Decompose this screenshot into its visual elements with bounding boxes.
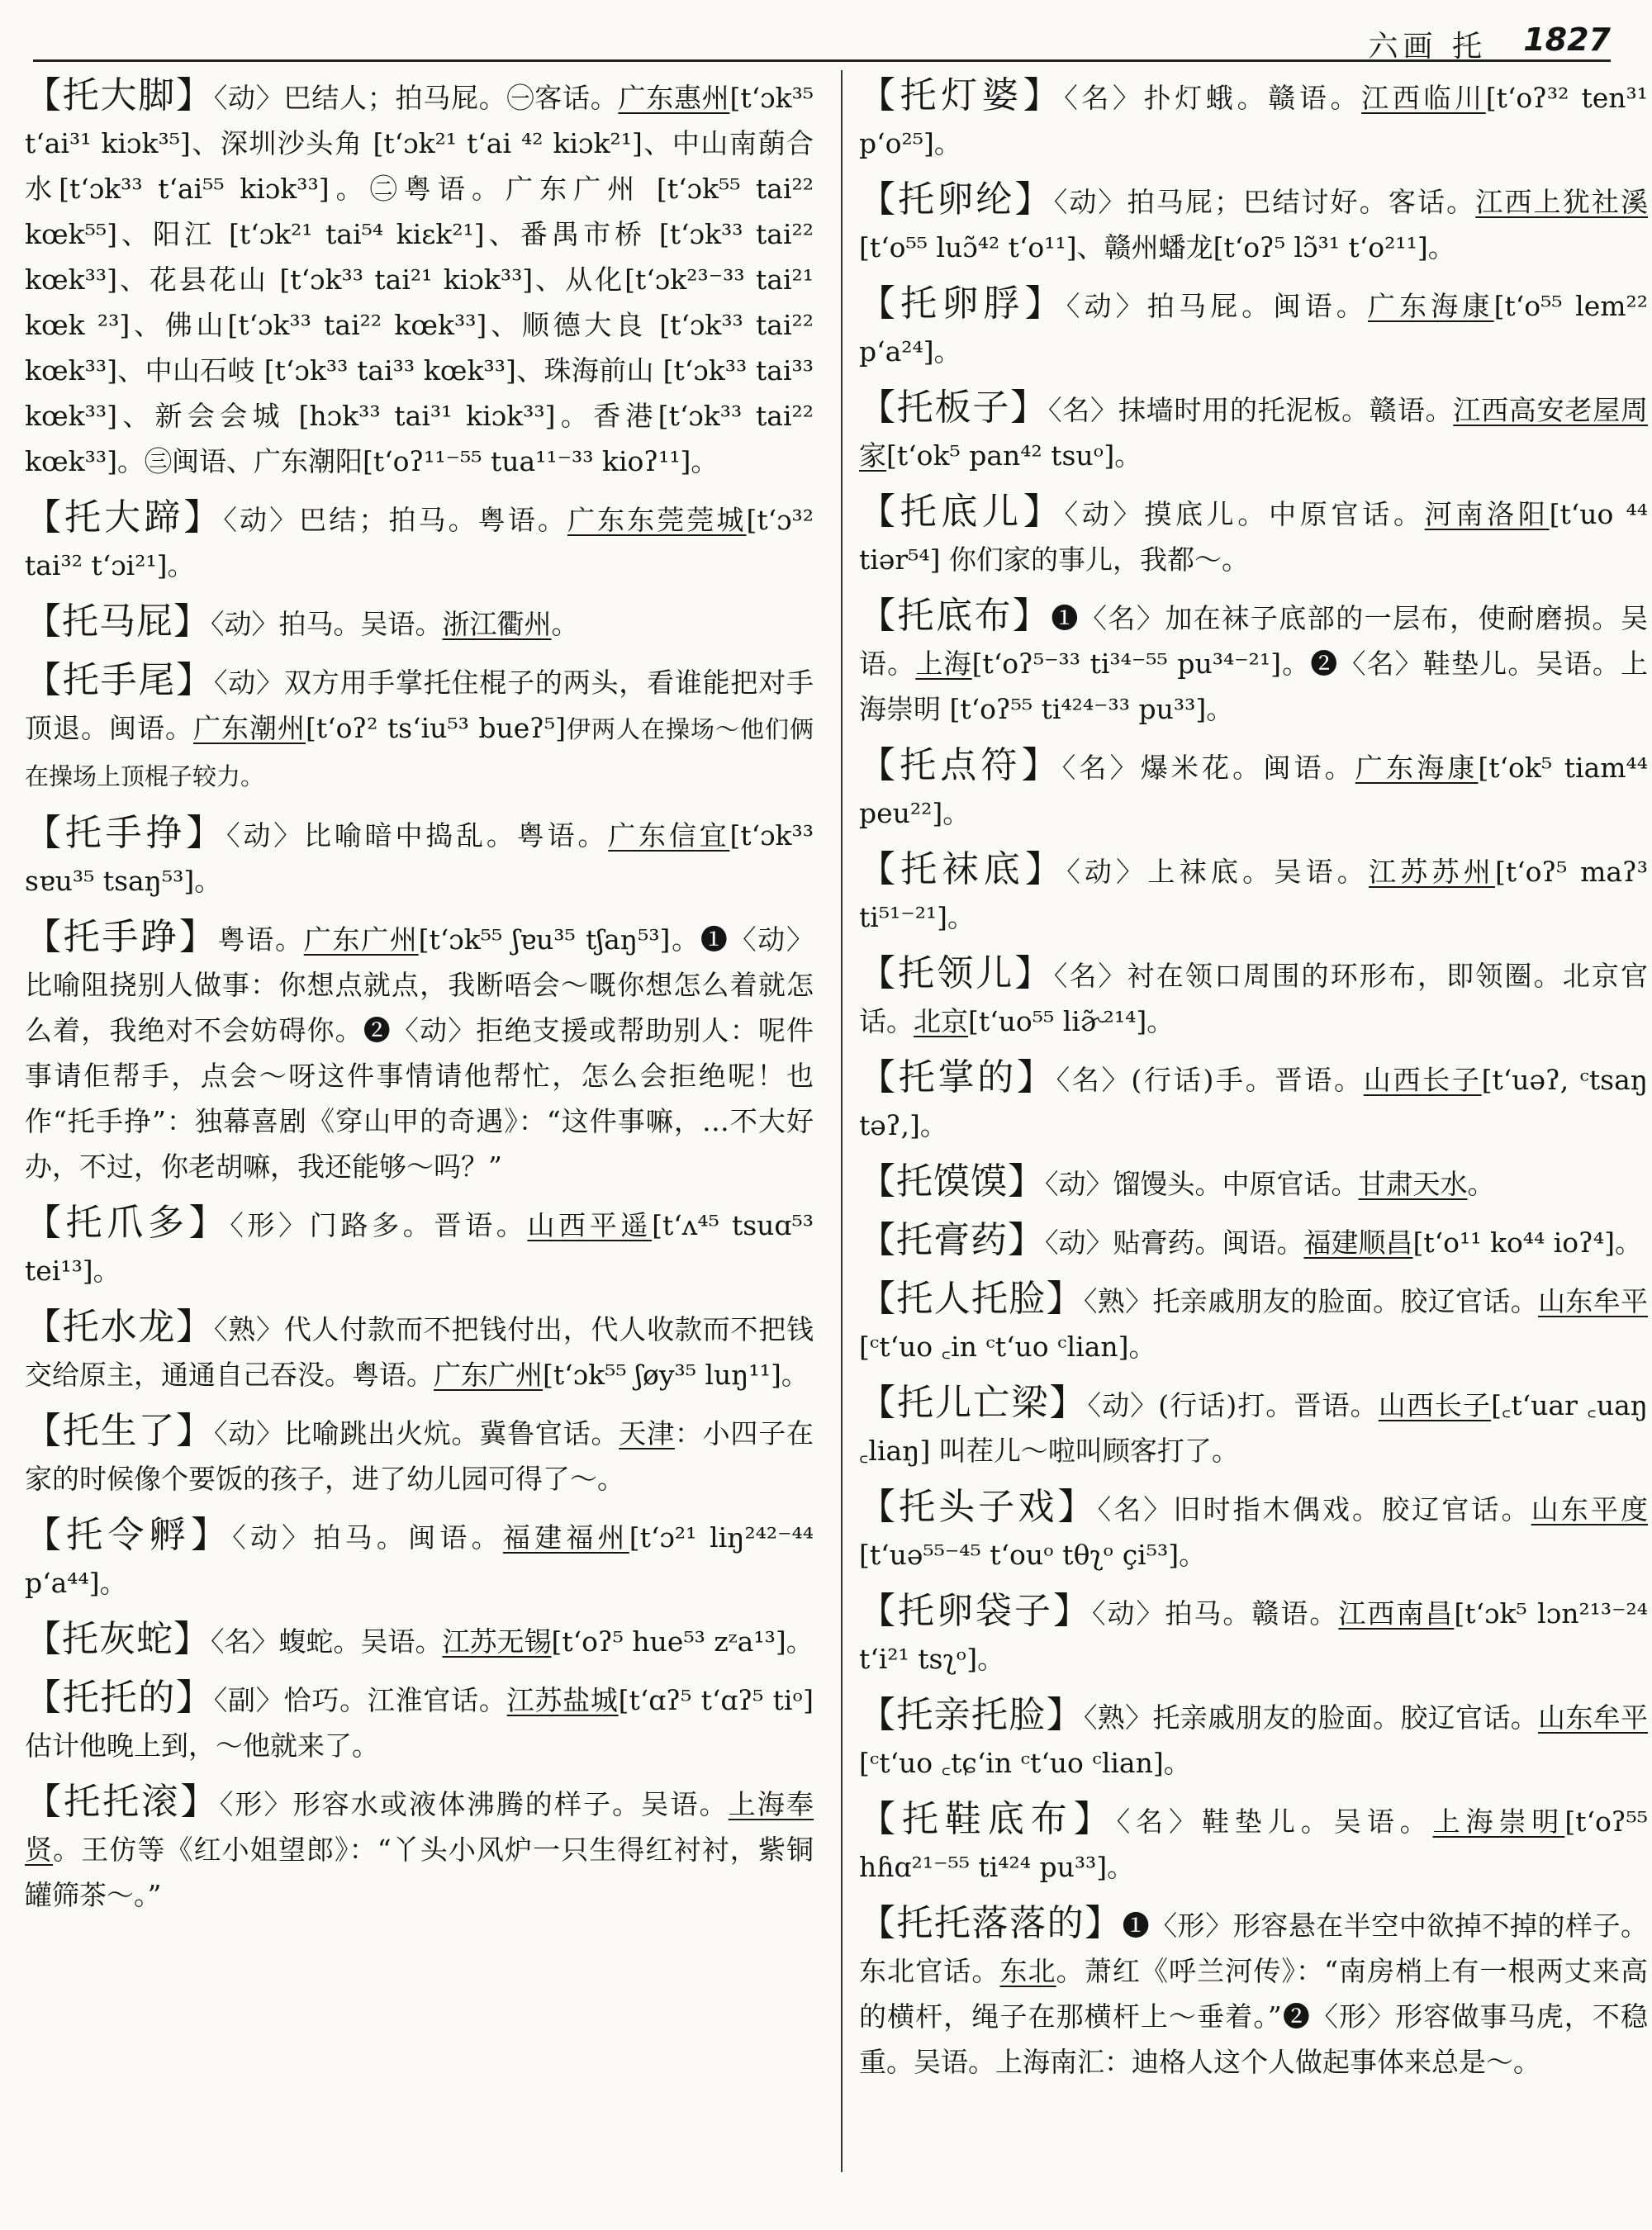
entry-headword: 【托灯婆】 — [859, 74, 1065, 116]
entry-location: 江苏苏州 — [1369, 856, 1495, 888]
entry-location: 山东牟平 — [1538, 1285, 1649, 1317]
entry-location: 北京 — [914, 1005, 968, 1037]
dictionary-entry — [859, 1055, 1648, 1148]
entry-location: 上海奉贤 — [25, 1788, 814, 1866]
entry-pronunciation: [tʻoʔ⁵⁵ hɦɑ²¹⁻⁵⁵ ti⁴²⁴ pu³³]。 — [859, 1805, 1649, 1883]
entry-definition: 〈形〉门路多。晋语。 — [230, 1209, 528, 1241]
entry-location: 天津 — [619, 1417, 675, 1450]
entry-location: 江西上犹社溪 — [1475, 186, 1649, 218]
entry-definition: 〈动〉比喻跳出火炕。冀鲁官话。 — [213, 1417, 620, 1450]
dictionary-entry — [25, 1200, 814, 1293]
entry-location: 河南洛阳 — [1424, 498, 1550, 530]
entry-headword: 【托马屁】 — [25, 600, 211, 643]
entry-definition: 〈熟〉代人付款而不把钱付出，代人收款而不把钱交给原主，通通自己吞没。粤语。 — [25, 1313, 814, 1391]
entry-headword: 【托儿亡梁】 — [859, 1382, 1088, 1424]
entry-headword: 【托袜底】 — [859, 848, 1067, 890]
dictionary-entry — [859, 1484, 1648, 1578]
entry-definition: 〈动〉上袜底。吴语。 — [1066, 856, 1370, 888]
entry-pronunciation: 。王仿等《红小姐望郎》：“丫头小风炉一只生得红衬衬，紫铜罐筛茶～。” — [25, 1834, 814, 1911]
entry-pronunciation: [tʻɔk⁵ lɔn²¹³⁻²⁴ tʻi²¹ tsʅᵒ]。 — [859, 1597, 1649, 1675]
entry-headword: 【托令孵】 — [25, 1514, 233, 1556]
entry-headword: 【托大蹄】 — [25, 496, 224, 539]
entry-pronunciation: [tʻɔk³³ sɐu³⁵ tsaŋ⁵³]。 — [25, 819, 814, 897]
entry-location: 江苏无锡 — [442, 1625, 552, 1658]
entry-definition: 〈动〉拍马屁；巴结讨好。客话。 — [1053, 186, 1476, 218]
entry-pronunciation: [tʻuə⁵⁵⁻⁴⁵ tʻouᵒ tθʅᵒ çi⁵³]。 — [859, 1539, 1207, 1571]
entry-pronunciation: [tʻuo⁵⁵ liɚ̃²¹⁴]。 — [968, 1005, 1175, 1037]
entry-definition: 〈动〉摸底儿。中原官话。 — [1064, 498, 1425, 530]
dictionary-entry — [25, 810, 814, 904]
dictionary-entry — [859, 1276, 1648, 1369]
entry-pronunciation: [tʻoʔ³² ten³¹ pʻo²⁵]。 — [859, 82, 1649, 159]
entry-example: 伊两人在操场～他们俩在操场上顶棍子较力。 — [25, 715, 814, 790]
dictionary-entry — [25, 1408, 814, 1502]
entry-pronunciation: [꜀tʻuar ꜀uaŋ ꜀liaŋ] 叫茬儿～啦叫顾客打了。 — [859, 1389, 1649, 1467]
entry-pronunciation: [tʻɔk⁵⁵ ʃɐu³⁵ tʃaŋ⁵³]。❶〈动〉比喻阻挠别人做事：你想点就点，我断唔会～嘅你想怎么着就怎么着，我绝对不会妨碍你。❷〈动〉拒绝支援或帮助别人：呢件事请佢帮手，点会～呀这件事情请他帮忙，怎么会拒绝呢！也作“托手挣”：独幕喜剧《穿山甲的奇遇》：“这件事嘛，…不大好办，不过，你老胡嘛，我还能够～吗？” — [25, 923, 814, 1183]
dictionary-entry — [859, 281, 1648, 374]
entry-definition: 〈动〉拍马屁。闽语。 — [1066, 290, 1368, 322]
entry-headword: 【托爪多】 — [25, 1202, 230, 1244]
dictionary-entry — [859, 743, 1648, 836]
entry-location: 山东牟平 — [1538, 1701, 1649, 1734]
entry-headword: 【托底布】 — [859, 595, 1051, 637]
dictionary-entry — [859, 593, 1648, 732]
dictionary-entry — [25, 1675, 814, 1768]
column-divider — [841, 70, 843, 2172]
entry-definition: 〈动〉双方用手掌托住棍子的两头，看谁能把对手顶退。闽语。 — [25, 667, 814, 744]
entry-pronunciation: [tʻok⁵ pan⁴² tsuᵒ]。 — [886, 439, 1142, 472]
entry-location: 山西平遥 — [527, 1209, 653, 1241]
dictionary-entry — [859, 177, 1648, 270]
entry-location: 山西长子 — [1378, 1389, 1492, 1421]
dictionary-entry — [859, 1217, 1648, 1265]
entry-pronunciation: [tʻoʔ⁵⁻³³ ti³⁴⁻⁵⁵ pu³⁴⁻²¹]。❷〈名〉鞋垫儿。吴语。上海崇明 [tʻoʔ⁵⁵ ti⁴²⁴⁻³³ pu³³]。 — [859, 648, 1649, 725]
entry-headword: 【托头子戏】 — [859, 1486, 1098, 1528]
entry-headword: 【托大脚】 — [25, 74, 214, 116]
entry-pronunciation: [ᶜtʻuo ꜀tɕʻin ᶜtʻuo ᶜlian]。 — [859, 1747, 1191, 1779]
entry-headword: 【托托的】 — [25, 1677, 214, 1719]
dictionary-entry — [25, 73, 814, 484]
entry-headword: 【托底儿】 — [859, 491, 1065, 533]
entry-definition: 〈名〉蝮蛇。吴语。 — [211, 1625, 443, 1658]
entry-definition: 〈名〉鞋垫儿。吴语。 — [1116, 1805, 1433, 1838]
entry-headword: 【托领儿】 — [859, 952, 1054, 994]
entry-headword: 【托手踭】 — [25, 916, 218, 958]
entry-pronunciation: [tʻɑʔ⁵ tʻɑʔ⁵ tiᵒ]估计他晚上到，～他就来了。 — [25, 1684, 814, 1762]
dictionary-entry — [25, 495, 814, 588]
left-column — [25, 73, 814, 2197]
entry-headword: 【托卵纶】 — [859, 178, 1054, 221]
entry-headword: 【托手尾】 — [25, 659, 214, 701]
entry-definition: 〈动〉巴结人；拍马屁。㊀客话。 — [213, 82, 619, 114]
entry-location: 广东广州 — [434, 1359, 543, 1391]
entry-headword: 【托馍馍】 — [859, 1160, 1045, 1203]
entry-pronunciation: [tʻoʔ⁵ maʔ³ ti⁵¹⁻²¹]。 — [859, 856, 1649, 933]
entry-definition: 〈动〉拍马。闽语。 — [232, 1521, 503, 1554]
entry-location: 山东平度 — [1531, 1493, 1649, 1525]
entry-pronunciation: [tʻɔk⁵⁵ ʃøy³⁵ luŋ¹¹]。 — [543, 1359, 809, 1391]
entry-definition: 〈动〉馏馒头。中原官话。 — [1045, 1168, 1359, 1200]
entry-definition: 〈动〉拍马。赣语。 — [1091, 1597, 1339, 1630]
entry-definition: 粤语。 — [217, 923, 304, 956]
entry-location: 浙江衢州 — [442, 608, 552, 640]
entry-location: 东北 — [999, 1955, 1056, 1987]
dictionary-entry — [859, 73, 1648, 166]
entry-headword: 【托卵脬】 — [859, 282, 1066, 325]
entry-pronunciation: 。 — [551, 608, 579, 640]
entry-location: 福建顺昌 — [1303, 1226, 1413, 1259]
entry-pronunciation: [tʻɔ³² tai³² tʻɔi²¹]。 — [25, 504, 814, 581]
entry-location: 广东惠州 — [618, 82, 730, 114]
entry-pronunciation: [tʻok⁵ tiam⁴⁴ peu²²]。 — [859, 752, 1649, 829]
entry-headword: 【托人托脸】 — [859, 1278, 1084, 1320]
dictionary-entry — [25, 1304, 814, 1397]
entry-location: 福建福州 — [502, 1521, 629, 1554]
entry-pronunciation: [ᶜtʻuo ꜀in ᶜtʻuo ᶜlian]。 — [859, 1331, 1156, 1363]
entry-pronunciation: [tʻoʔ⁵ hue⁵³ zᶻa¹³]。 — [551, 1625, 814, 1658]
entry-definition: 〈名〉衬在领口周围的环形布，即领圈。北京官话。 — [859, 960, 1649, 1037]
dictionary-entry — [859, 1588, 1648, 1682]
entry-headword: 【托水龙】 — [25, 1306, 214, 1348]
entry-location: 江苏盐城 — [506, 1684, 619, 1716]
entry-location: 广东海康 — [1367, 290, 1494, 322]
entry-pronunciation: [tʻɔ²¹ liŋ²⁴²⁻⁴⁴ pʻa⁴⁴]。 — [25, 1521, 814, 1599]
dictionary-entry — [859, 1380, 1648, 1473]
entry-location: 江西高安老屋周家 — [859, 394, 1649, 472]
page-header — [33, 18, 1611, 62]
dictionary-entry — [859, 1900, 1648, 2085]
entry-headword: 【托灰蛇】 — [25, 1618, 211, 1660]
entry-pronunciation: [tʻɔk³⁵ tʻai³¹ kiɔk³⁵]、深圳沙头角 [tʻɔk²¹ tʻai ⁴² kiɔk²¹]、中山南蓢合水[tʻɔk³³ tʻai⁵⁵ kiɔk³³]。㊁粤语。广东广州 [tʻɔk⁵⁵ tai²² kœk⁵⁵]、阳江 [tʻɔk²¹ tai⁵⁴ kiɛk²¹]、番禺市桥 [tʻɔk³³ tai²² kœk³³]、花县花山 [tʻɔk³³ tai²¹ kiɔk³³]、从化[tʻɔk²³⁻³³ tai²¹ kœk ²³]、佛山[tʻɔk³³ tai²² kœk³³]、顺德大良 [tʻɔk³³ tai²² kœk³³]、中山石岐 [tʻɔk³³ tai³³ kœk³³]、珠海前山 [tʻɔk³³ tai³³ kœk³³]、新会会城 [hɔk³³ tai³¹ kiɔk³³]。香港[tʻɔk³³ tai²² kœk³³]。㊂闽语、广东潮阳[tʻoʔ¹¹⁻⁵⁵ tua¹¹⁻³³ kioʔ¹¹]。 — [25, 82, 814, 477]
entry-headword: 【托掌的】 — [859, 1056, 1056, 1098]
entry-pronunciation: [tʻo⁵⁵ luɔ̃⁴² tʻo¹¹]、赣州蟠龙[tʻoʔ⁵ lɔ̃³¹ tʻo²¹¹]。 — [859, 231, 1455, 263]
entry-definition: 〈动〉巴结；拍马。粤语。 — [223, 504, 567, 536]
entry-location: 广东广州 — [303, 923, 419, 956]
entry-pronunciation: [tʻo⁵⁵ lem²² pʻa²⁴]。 — [859, 290, 1649, 368]
entry-definition: 〈形〉形容水或液体沸腾的样子。吴语。 — [219, 1788, 729, 1820]
entry-pronunciation: 。萧红《呼兰河传》：“南房梢上有一根两丈来高的横杆，绳子在那横杆上～垂着。”❷〈形〉形容做事马虎，不稳重。吴语。上海南汇：迪格人这个人做起事体来总是～。 — [859, 1955, 1648, 2078]
entry-pronunciation: [tʻʌ⁴⁵ tsuɑ⁵³ tei¹³]。 — [25, 1209, 814, 1287]
entry-definition: 〈动〉贴膏药。闽语。 — [1045, 1226, 1304, 1259]
entry-headword: 【托鞋底布】 — [859, 1798, 1117, 1840]
dictionary-entry — [25, 657, 814, 799]
entry-definition: 〈名〉爆米花。闽语。 — [1061, 752, 1355, 784]
entry-definition: 〈动〉比喻暗中捣乱。粤语。 — [226, 819, 609, 852]
entry-location: 江西临川 — [1361, 82, 1486, 114]
entry-location: 上海崇明 — [1432, 1805, 1565, 1838]
entry-pronunciation: [tʻuəʔ, ᶜtsaŋ təʔ,]。 — [859, 1064, 1649, 1141]
dictionary-entry — [859, 1692, 1648, 1786]
entry-pronunciation: ：小四子在家的时候像个要饭的孩子，进了幼儿园可得了～。 — [25, 1417, 814, 1495]
entry-headword: 【托亲托脸】 — [859, 1694, 1084, 1736]
entry-definition: 〈名〉(行话)手。晋语。 — [1056, 1064, 1364, 1096]
entry-headword: 【托点符】 — [859, 744, 1062, 786]
entry-location: 江西南昌 — [1338, 1597, 1455, 1630]
entry-location: 广东信宜 — [608, 819, 730, 852]
entry-headword: 【托板子】 — [859, 387, 1048, 429]
section-title: 六画 托 — [1368, 30, 1487, 64]
entry-definition: 〈名〉旧时指木偶戏。胶辽官话。 — [1097, 1493, 1531, 1525]
entry-pronunciation: [tʻuo ⁴⁴ tiər⁵⁴] 你们家的事儿，我都～。 — [859, 498, 1649, 576]
entry-definition: 〈副〉恰巧。江淮官话。 — [213, 1684, 507, 1716]
dictionary-entry — [859, 847, 1648, 940]
entry-definition: 〈熟〉托亲戚朋友的脸面。胶辽官话。 — [1083, 1701, 1539, 1734]
entry-definition: 〈熟〉托亲戚朋友的脸面。胶辽官话。 — [1083, 1285, 1539, 1317]
dictionary-entry — [25, 1512, 814, 1606]
entry-location: 山西长子 — [1363, 1064, 1482, 1096]
dictionary-entry — [859, 1159, 1648, 1207]
entry-pronunciation: [tʻo¹¹ ko⁴⁴ ioʔ⁴]。 — [1412, 1226, 1642, 1259]
dictionary-entry — [859, 489, 1648, 582]
dictionary-entry — [25, 1779, 814, 1918]
page-number: 1827 — [1523, 21, 1611, 58]
entry-headword: 【托卵袋子】 — [859, 1590, 1092, 1632]
entry-location: 广东海康 — [1355, 752, 1479, 784]
entry-definition: ❶〈形〉形容悬在半空中欲掉不掉的样子。东北官话。 — [859, 1910, 1649, 1987]
entry-location: 上海 — [915, 648, 972, 680]
entry-headword: 【托生了】 — [25, 1410, 214, 1452]
entry-definition: ❶〈名〉加在袜子底部的一层布，使耐磨损。吴语。 — [859, 602, 1649, 680]
entry-location: 甘肃天水 — [1358, 1168, 1468, 1200]
dictionary-entry — [859, 1796, 1648, 1890]
right-column — [859, 73, 1648, 2197]
dictionary-entry — [859, 951, 1648, 1044]
dictionary-entry — [25, 914, 814, 1189]
entry-headword: 【托手挣】 — [25, 812, 227, 854]
entry-headword: 【托托滚】 — [25, 1781, 220, 1823]
entry-definition: 〈名〉抹墙时用的托泥板。赣语。 — [1047, 394, 1454, 426]
entry-definition: 〈名〉扑灯蛾。赣语。 — [1064, 82, 1362, 114]
entry-location: 广东潮州 — [192, 712, 306, 744]
entry-pronunciation: [tʻoʔ² tsʻiu⁵³ bueʔ⁵] — [305, 712, 567, 744]
entry-headword: 【托托落落的】 — [859, 1902, 1123, 1944]
dictionary-entry — [25, 1616, 814, 1664]
dictionary-entry — [25, 599, 814, 647]
entry-pronunciation: 。 — [1467, 1168, 1495, 1200]
entry-definition: 〈动〉(行话)打。晋语。 — [1087, 1389, 1379, 1421]
entry-definition: 〈动〉拍马。吴语。 — [211, 608, 443, 640]
dictionary-entry — [859, 385, 1648, 478]
entry-headword: 【托膏药】 — [859, 1219, 1045, 1261]
entry-location: 广东东莞莞城 — [567, 504, 747, 536]
